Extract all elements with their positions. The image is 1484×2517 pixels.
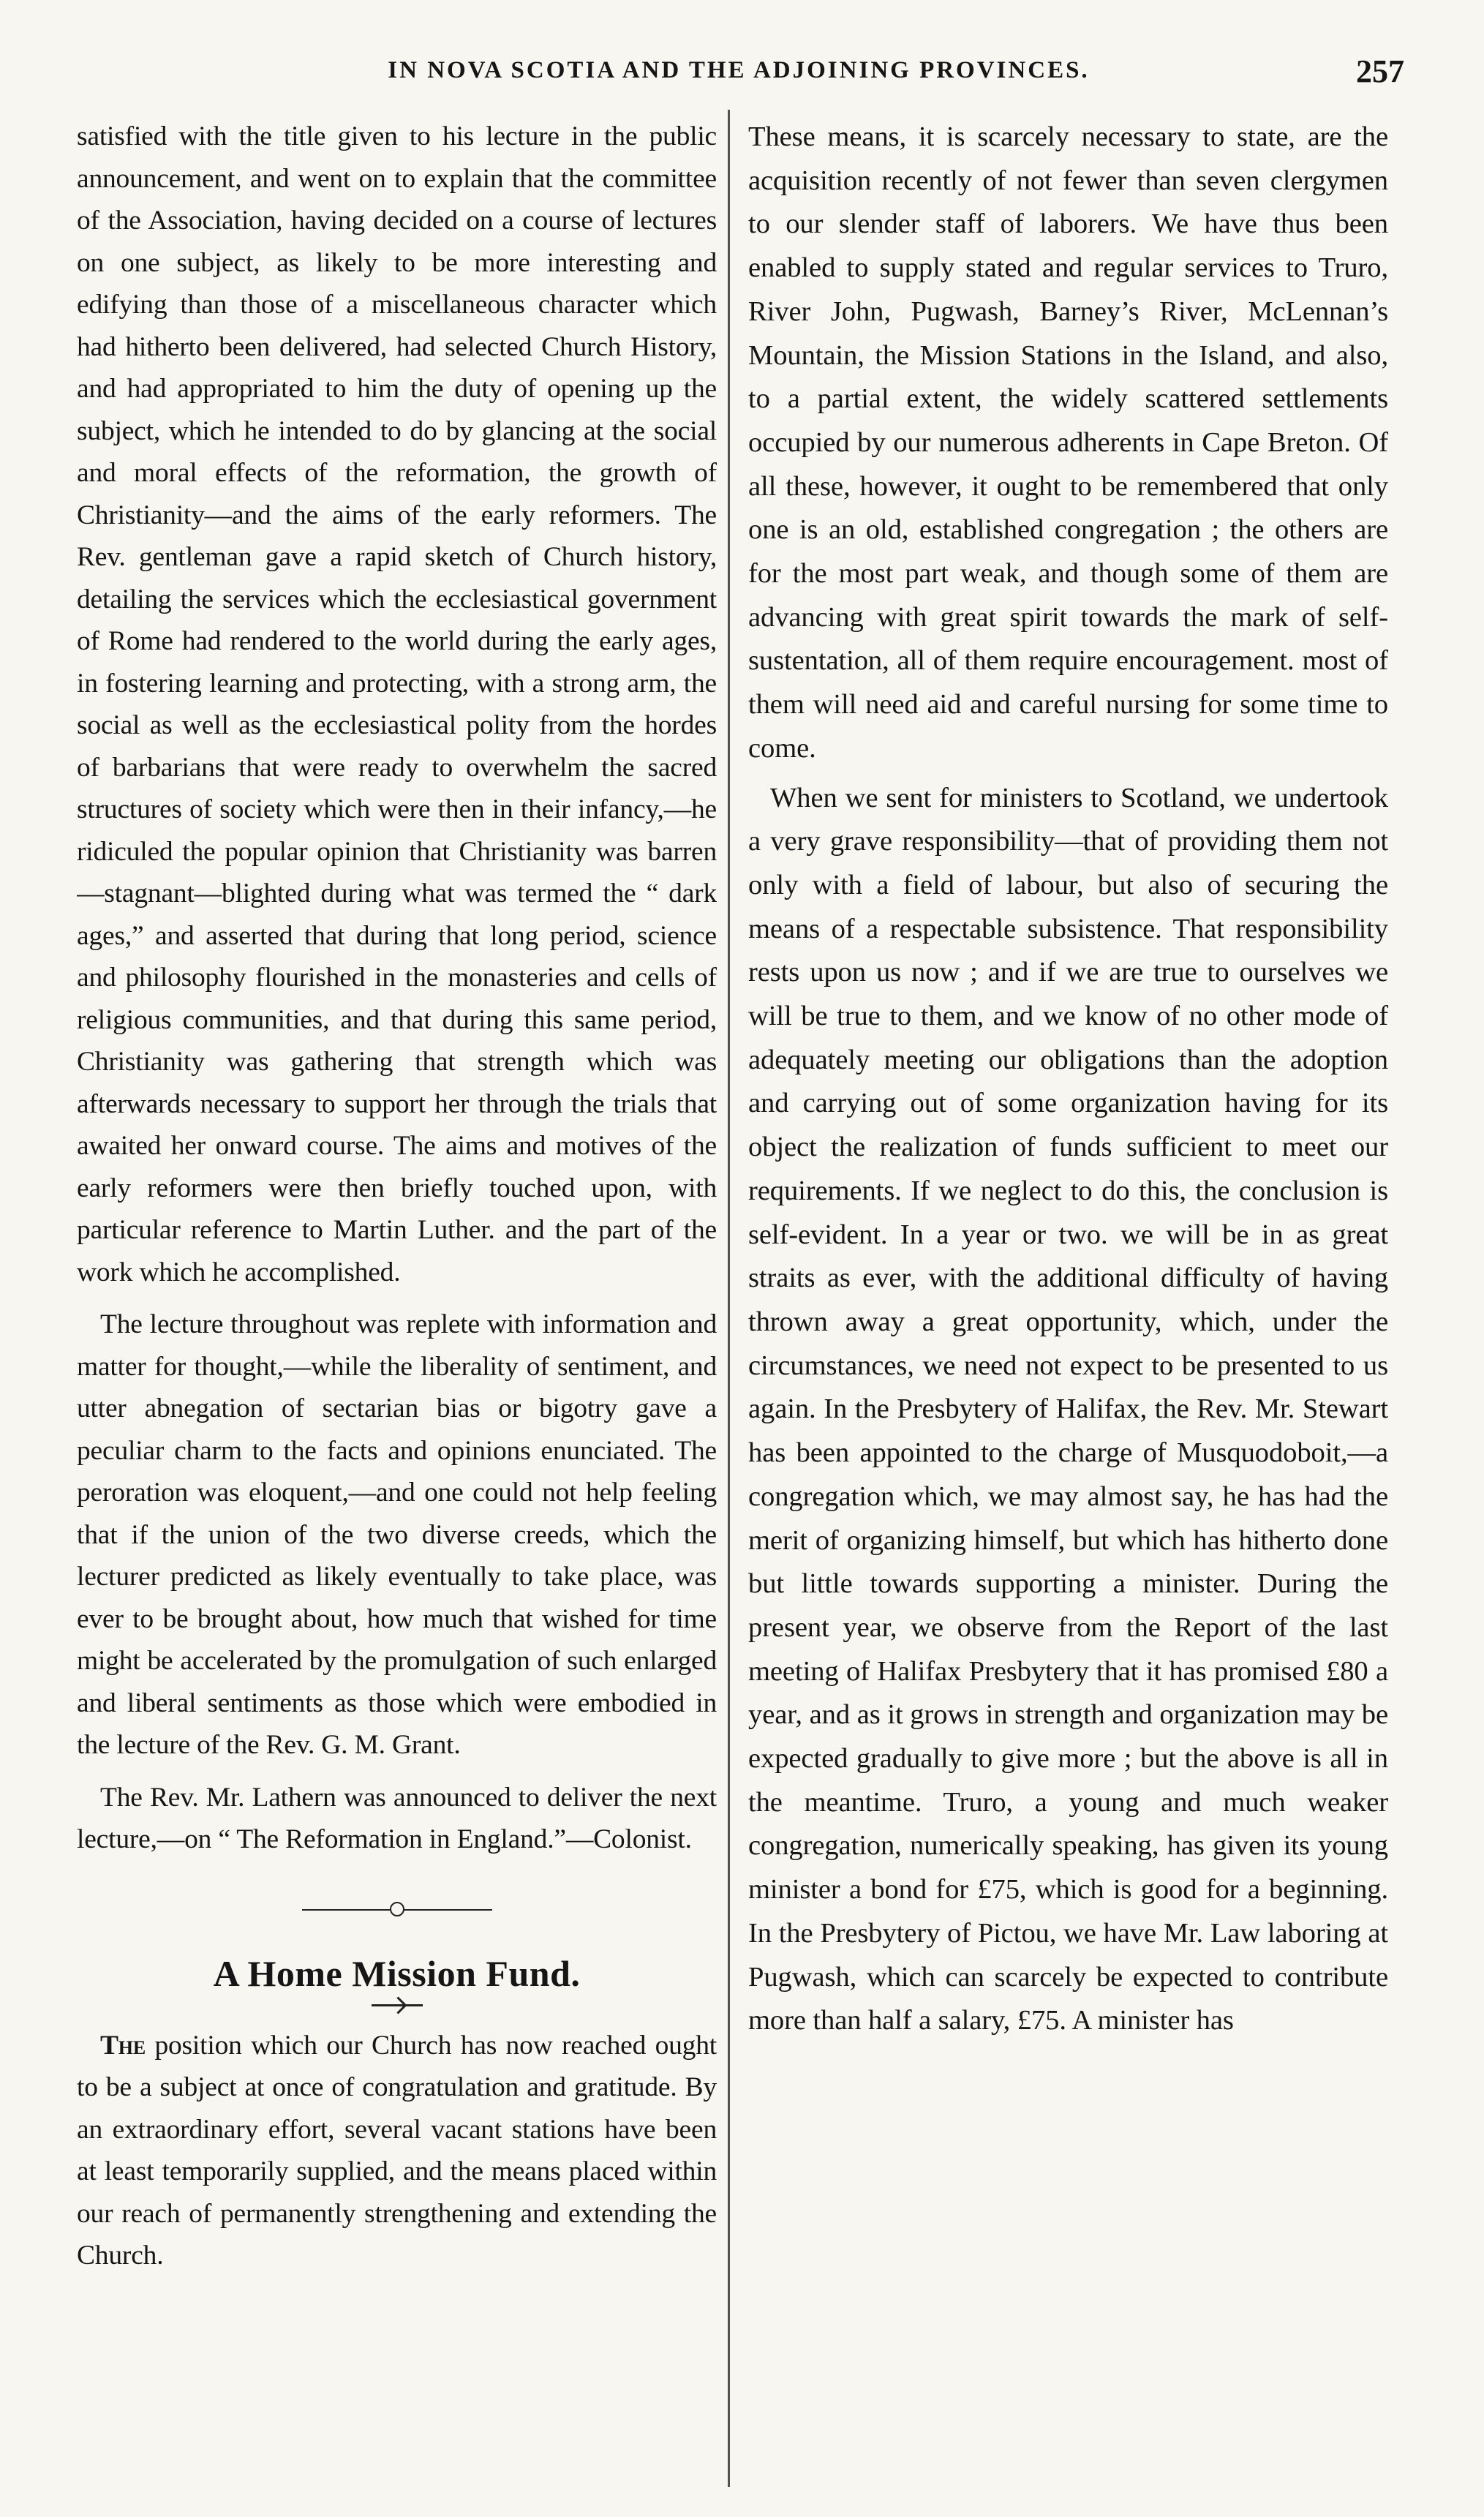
title-arrow-ornament xyxy=(372,2001,423,2009)
mission-means-paragraph: These means, it is scarcely necessary to state, are the acquisition recently of not fewer than seven clergymen to our slender staff of laborers. We have thus been enabled to supply stated and regular services to Truro, River John, Pugwash, Barney’s River, McLennan’s Mountain, the Mission Stations in the Island, and also, to a partial extent, the widely scattered settlements occupied by our numerous adherents in Cape Breton. Of all these, however, it ought to be remembered that only one is an old, established congregation ; the others are for the most part weak, and though some of them are advancing with great spirit towards the mark of self-sustentation, all of them require encouragement. most of them will need aid and careful nursing for some time to come. xyxy=(748,121,1388,764)
section-divider xyxy=(302,1902,492,1918)
lecture-summary-paragraph: The lecture throughout was replete with information and matter for thought,—while the liberality of sentiment, and utter abnegation of sectarian bias or bigotry gave a peculiar charm to the facts and opinions enunciated. The peroration was eloquent,—and one could not help feeling that if the union of the two diverse creeds, which the lecturer predicted as likely eventually to take place, was ever to be brought about, how much that wished for time might be accelerated by the promulgation of such enlarged and liberal sentiments as those which were embodied in the lecture of the Rev. G. M. Grant. xyxy=(77,1309,717,1760)
running-title: IN NOVA SCOTIA AND THE ADJOINING PROVINCES. xyxy=(388,57,1090,83)
next-lecture-paragraph: The Rev. Mr. Lathern was announced to deliver the next lecture,—on “ The Reformation in England.”—Colonist. xyxy=(77,1782,717,1854)
section-title: A Home Mission Fund. xyxy=(213,1952,581,1994)
intro-paragraph-text: position which our Church has now reached ought to be a subject at once of congratulation and gratitude. By an extraordinary effort, several vacant stations have been at least temporarily supplied, and the means placed within our reach of permanently strengthening and extending the Church. xyxy=(77,2030,717,2270)
home-mission-intro-paragraph xyxy=(77,2025,717,2277)
page-number: 257 xyxy=(1356,53,1404,89)
responsibility-paragraph: When we sent for ministers to Scotland, we undertook a very grave responsibility—that of providing them not only with a field of labour, but also of securing the means of a respectable subsistence. That responsibility rests upon us now ; and if we are true to ourselves we will be true to them, and we know of no other mode of adequately meeting our obligations than the adoption and carrying out of some organization having for its object the realization of funds sufficient to meet our requirements. If we neglect to do this, the conclusion is self-evident. In a year or two. we will be in as great straits as ever, with the additional difficulty of having thrown away a great opportunity, which, under the circumstances, we need not expect to be presented to us again. In the Presbytery of Halifax, the Rev. Mr. Stewart has been appointed to the charge of Musquodoboit,—a congregation which, we may almost say, he has had the merit of organizing himself, but which has hitherto done but little towards supporting a minister. During the present year, we observe from the Report of the last meeting of Halifax Presbytery that it has promised £80 a year, and as it grows in strength and organization may be expected gradually to give more ; but the above is all in the meantime. Truro, a young and much weaker congregation, numerically speaking, has given its young minister a bond for £75, which is good for a beginning. In the Presbytery of Pictou, we have Mr. Law laboring at Pugwash, which can scarcely be expected to contribute more than half a salary, £75. A minister has xyxy=(748,782,1388,2036)
lead-in-word: The xyxy=(100,2030,146,2061)
lecture-report-paragraph: satisfied with the title given to his lecture in the public announcement, and went on to explain that the committee of the Association, having decided on a course of lectures on one subject, as likely to be more interesting and edifying than those of a miscellaneous character which had hitherto been delivered, had selected Church History, and had appropriated to him the duty of opening up the subject, which he intended to do by glancing at the social and moral effects of the reformation, the growth of Christianity—and the aims of the early reformers. The Rev. gentleman gave a rapid sketch of Church history, detailing the services which the ecclesiastical government of Rome had rendered to the world during the early ages, in fostering learning and protecting, with a strong arm, the social as well as the ecclesiastical polity from the hordes of barbarians that were ready to overwhelm the sacred structures of society which were then in their infancy,—he ridiculed the popular opinion that Christianity was barren —stagnant—blighted during what was termed the “ dark ages,” and asserted that during that long period, science and philosophy flourished in the monasteries and cells of religious communities, and that during this same period, Christianity was gathering that strength which was afterwards necessary to support her through the trials that awaited her onward course. The aims and motives of the early reformers were then briefly touched upon, with particular reference to Martin Luther. and the part of the work which he accomplished. xyxy=(77,121,717,1287)
column-divider xyxy=(728,110,730,2487)
divider-circle-ornament xyxy=(390,1902,404,1916)
left-column xyxy=(77,116,717,2471)
right-column xyxy=(748,116,1388,2471)
running-head xyxy=(73,53,1404,101)
